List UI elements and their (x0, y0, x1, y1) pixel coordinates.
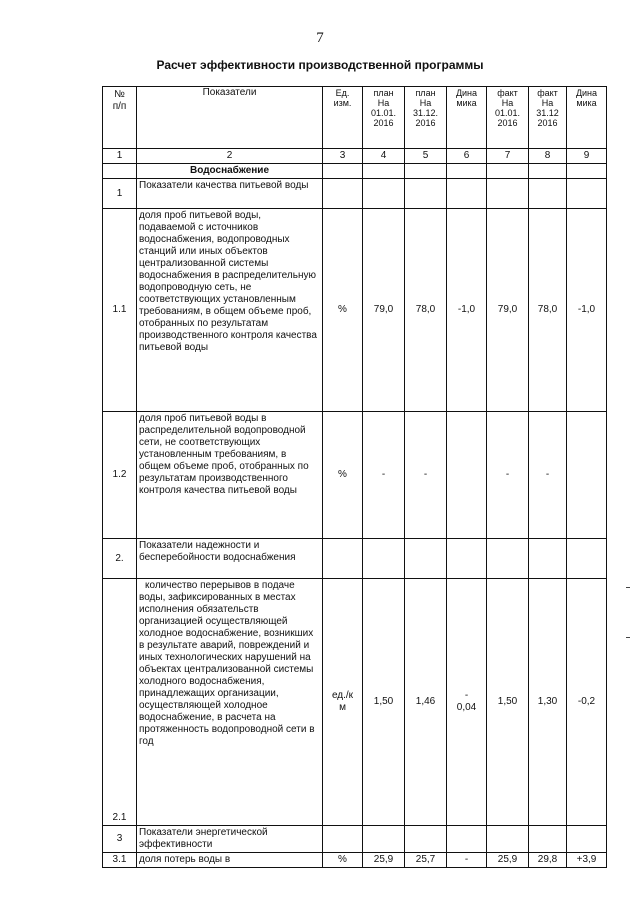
group-title: Показатели качества питьевой воды (137, 179, 323, 209)
group-title: Показатели энергетической эффективности (137, 826, 323, 853)
row-dynamics-plan (447, 412, 487, 539)
row-number: 2.1 (103, 579, 137, 826)
group-row-reliability (103, 539, 607, 579)
row-description: доля потерь воды в (137, 853, 323, 868)
row-dynamics-fact: -1,0 (567, 209, 607, 412)
page-number: 7 (316, 30, 324, 46)
header-unit: Ед. изм. (323, 87, 363, 149)
row-plan-start: 25,9 (363, 853, 405, 868)
table-row (103, 412, 607, 539)
row-plan-end: 25,7 (405, 853, 447, 868)
row-fact-end: - (529, 412, 567, 539)
row-dynamics-plan: - (447, 853, 487, 868)
column-number: 3 (323, 149, 363, 164)
row-unit: % (323, 209, 363, 412)
group-title: Показатели надежности и бесперебойности водоснабжения (137, 539, 323, 579)
column-number: 8 (529, 149, 567, 164)
column-number: 5 (405, 149, 447, 164)
row-fact-start: 25,9 (487, 853, 529, 868)
group-row-energy (103, 826, 607, 853)
row-description: доля проб питьевой воды в распределительной водопроводной сети, не соответствующих установленным требованиям, в общем объеме проб, отобранных по результатам производственного контроля качества питьевой воды (137, 412, 323, 539)
header-dynamics-plan: Дина мика (447, 87, 487, 149)
header-dynamics-fact: Дина мика (567, 87, 607, 149)
row-dynamics-fact: +3,9 (567, 853, 607, 868)
column-number: 2 (137, 149, 323, 164)
table-row (103, 579, 607, 826)
header-indicator: Показатели (137, 87, 323, 149)
row-dynamics-fact: -0,2 (567, 579, 607, 826)
scan-mark (626, 637, 630, 638)
header-row (103, 87, 607, 149)
header-fact-start: факт На 01.01. 2016 (487, 87, 529, 149)
row-plan-start: 1,50 (363, 579, 405, 826)
group-number: 1 (103, 179, 137, 209)
row-unit: % (323, 412, 363, 539)
group-number: 2. (103, 539, 137, 579)
scan-mark (626, 587, 630, 588)
row-number: 1.2 (103, 412, 137, 539)
row-plan-start: 79,0 (363, 209, 405, 412)
row-number: 3.1 (103, 853, 137, 868)
row-fact-start: 79,0 (487, 209, 529, 412)
column-number: 7 (487, 149, 529, 164)
row-unit: ед./к м (323, 579, 363, 826)
row-dynamics-plan: -1,0 (447, 209, 487, 412)
row-description: доля проб питьевой воды, подаваемой с источников водоснабжения, водопроводных станций или иных объектов централизованной системы водоснабжения в распределительную водопроводную сеть, не соответствующих установленным требованиям, в общем объеме проб, отобранных по результатам производственного контроля качества питьевой воды (137, 209, 323, 412)
row-fact-end: 1,30 (529, 579, 567, 826)
document-title: Расчет эффективности производственной программы (156, 58, 484, 72)
group-row-quality (103, 179, 607, 209)
column-number: 4 (363, 149, 405, 164)
row-number: 1.1 (103, 209, 137, 412)
row-plan-end: 1,46 (405, 579, 447, 826)
row-plan-start: - (363, 412, 405, 539)
section-title: Водоснабжение (137, 164, 323, 179)
row-dynamics-fact (567, 412, 607, 539)
header-num: № п/п (103, 87, 137, 149)
header-plan-start: план На 01.01. 2016 (363, 87, 405, 149)
row-fact-start: 1,50 (487, 579, 529, 826)
column-number: 1 (103, 149, 137, 164)
column-number: 6 (447, 149, 487, 164)
table-row (103, 209, 607, 412)
row-fact-end: 29,8 (529, 853, 567, 868)
header-fact-end: факт На 31.12 2016 (529, 87, 567, 149)
row-dynamics-plan: - 0,04 (447, 579, 487, 826)
efficiency-table (102, 86, 607, 868)
row-plan-end: 78,0 (405, 209, 447, 412)
column-number-row (103, 149, 607, 164)
column-number: 9 (567, 149, 607, 164)
row-plan-end: - (405, 412, 447, 539)
row-unit: % (323, 853, 363, 868)
row-fact-end: 78,0 (529, 209, 567, 412)
section-row (103, 164, 607, 179)
table-row (103, 853, 607, 868)
row-fact-start: - (487, 412, 529, 539)
group-number: 3 (103, 826, 137, 853)
row-description: количество перерывов в подаче воды, зафиксированных в местах исполнения обязательств организацией осуществляющей холодное водоснабжение, возникших в результате аварий, повреждений и иных технологических нарушений на объектах централизованной системы холодного водоснабжения, принадлежащих организации, осуществляющей холодное водоснабжение, в расчета на протяженность водопроводной сети в год (137, 579, 323, 826)
header-plan-end: план На 31.12. 2016 (405, 87, 447, 149)
